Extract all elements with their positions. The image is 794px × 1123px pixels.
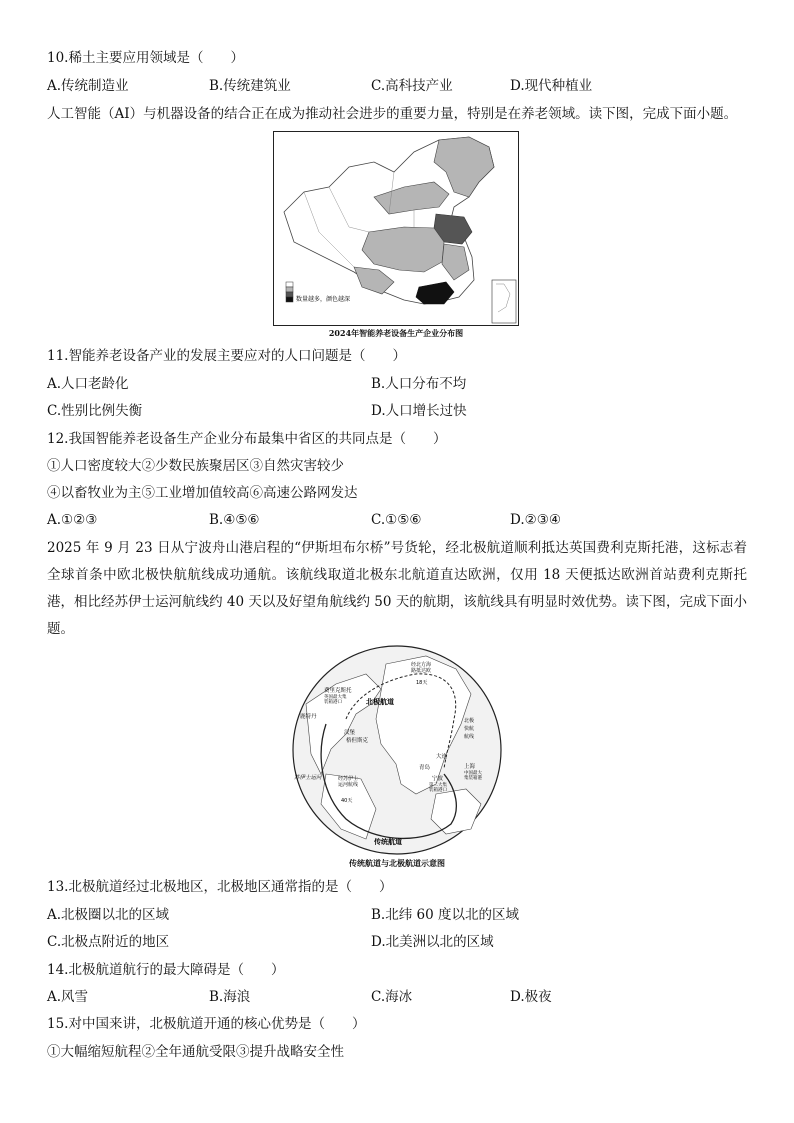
q12-option-b[interactable]: B.④⑤⑥ (209, 512, 260, 528)
label-nsr3: 18天 (416, 680, 428, 686)
label-gdansk: 格但斯克 (346, 738, 369, 744)
label-dalian: 大连 (436, 754, 448, 760)
arctic-map-caption: 传统航道与北极航道示意图 (349, 858, 445, 868)
q12-option-c[interactable]: C.①⑤⑥ (371, 512, 422, 528)
legend-text: 数量越多，颜色越深 (296, 296, 351, 303)
label-ningbo-note2: 装箱港口 (429, 788, 447, 793)
q15-stem: 15.对中国来讲，北极航道开通的核心优势是（ ） (47, 1016, 366, 1032)
china-map-figure (273, 131, 519, 326)
label-shanghai-note1: 中国最大 (464, 771, 482, 776)
arctic-map-figure (286, 644, 508, 856)
label-suez-days: 40天 (341, 798, 353, 804)
label-qingdao: 青岛 (419, 765, 431, 771)
q13-stem: 13.北极航道经过北极地区，北极地区通常指的是（ ） (47, 879, 393, 895)
label-suez: 苏伊士运河 (294, 775, 322, 781)
q12-statements-1: ①人口密度较大②少数民族聚居区③自然灾害较少 (47, 458, 344, 474)
label-shanghai-note2: 集装箱港 (464, 776, 482, 781)
q12-stem: 12.我国智能养老设备生产企业分布最集中省区的共同点是（ ） (47, 431, 447, 447)
label-hamburg: 汉堡 (344, 730, 356, 736)
q13-option-b[interactable]: B.北纬 60 度以北的区域 (371, 907, 519, 923)
intro-arctic-paragraph: 2025 年 9 月 23 日从宁波舟山港启程的“伊斯坦布尔桥”号货轮，经北极航道顺利抵达英国费利克斯托港，这标志着全球首条中欧北极快航航线成功通航。该航线取道北极东北航道直达欧洲，仅用 18 天便抵达欧洲首站费利克斯托港，相比经苏伊士运河航线约 40 天以及好望角航线约 50 天的航期，该航线具有明显时效优势。读下图，完成下面小题。 (47, 540, 747, 637)
q13-option-d[interactable]: D.北美洲以北的区域 (371, 934, 494, 950)
legend-swatch-3 (286, 292, 293, 297)
label-arctic-express1: 北极 (464, 718, 475, 724)
label-nsr1: 经北方海 (411, 662, 432, 668)
legend-swatch-4 (286, 297, 293, 302)
label-felixstowe-note1: 英国最大集 (324, 695, 347, 700)
q10-option-a[interactable]: A.传统制造业 (47, 78, 129, 94)
q11-option-d[interactable]: D.人口增长过快 (371, 403, 467, 419)
china-map-caption: 2024年智能养老设备生产企业分布图 (328, 328, 464, 338)
q14-option-d[interactable]: D.极夜 (510, 989, 552, 1005)
label-felixstowe: 费里克斯托 (324, 688, 352, 694)
label-suez-route1: 经苏伊士 (338, 776, 359, 782)
q11-option-b[interactable]: B.人口分布不均 (371, 376, 467, 392)
q14-option-b[interactable]: B.海浪 (209, 989, 251, 1005)
label-arctic-express3: 航线 (464, 734, 475, 740)
label-arctic-express2: 快航 (464, 726, 475, 732)
arctic-map-svg (286, 644, 508, 856)
q11-stem: 11.智能养老设备产业的发展主要应对的人口问题是（ ） (47, 348, 406, 364)
label-rotterdam: 鹿特丹 (300, 714, 317, 720)
label-ningbo: 宁波 (432, 776, 444, 782)
label-traditional-route: 传统航道 (374, 838, 402, 846)
q12-option-d[interactable]: D.②③④ (510, 512, 561, 528)
label-nsr2: 路抵达欧 (411, 668, 432, 674)
q14-option-c[interactable]: C.海冰 (371, 989, 413, 1005)
q10-option-c[interactable]: C.高科技产业 (371, 78, 453, 94)
q15-statements-1: ①大幅缩短航程②全年通航受限③提升战略安全性 (47, 1044, 344, 1060)
intro-ai-paragraph: 人工智能（AI）与机器设备的结合正在成为推动社会进步的重要力量，特别是在养老领域。读下图，完成下面小题。 (47, 106, 738, 122)
label-felixstowe-note2: 装箱港口 (324, 700, 342, 705)
legend-swatch-2 (286, 287, 293, 292)
q12-statements-2: ④以畜牧业为主⑤工业增加值较高⑥高速公路网发达 (47, 485, 358, 501)
south-china-sea-inset (492, 280, 516, 323)
label-suez-route2: 运河航线 (338, 782, 359, 788)
legend-swatch-1 (286, 282, 293, 287)
q14-option-a[interactable]: A.风雪 (47, 989, 89, 1005)
q10-stem: 10.稀土主要应用领域是（ ） (47, 50, 244, 66)
q11-option-a[interactable]: A.人口老龄化 (47, 376, 129, 392)
q10-option-d[interactable]: D.现代种植业 (510, 78, 593, 94)
label-ningbo-note1: 第二大集 (429, 783, 447, 788)
q14-stem: 14.北极航道航行的最大障碍是（ ） (47, 962, 285, 978)
label-shanghai: 上海 (464, 764, 476, 770)
label-arctic-route: 北极航道 (366, 698, 394, 706)
q10-option-b[interactable]: B.传统建筑业 (209, 78, 291, 94)
q13-option-a[interactable]: A.北极圈以北的区域 (47, 907, 170, 923)
china-map-svg (274, 132, 518, 325)
q12-option-a[interactable]: A.①②③ (47, 512, 98, 528)
q11-option-c[interactable]: C.性别比例失衡 (47, 403, 143, 419)
q13-option-c[interactable]: C.北极点附近的地区 (47, 934, 170, 950)
